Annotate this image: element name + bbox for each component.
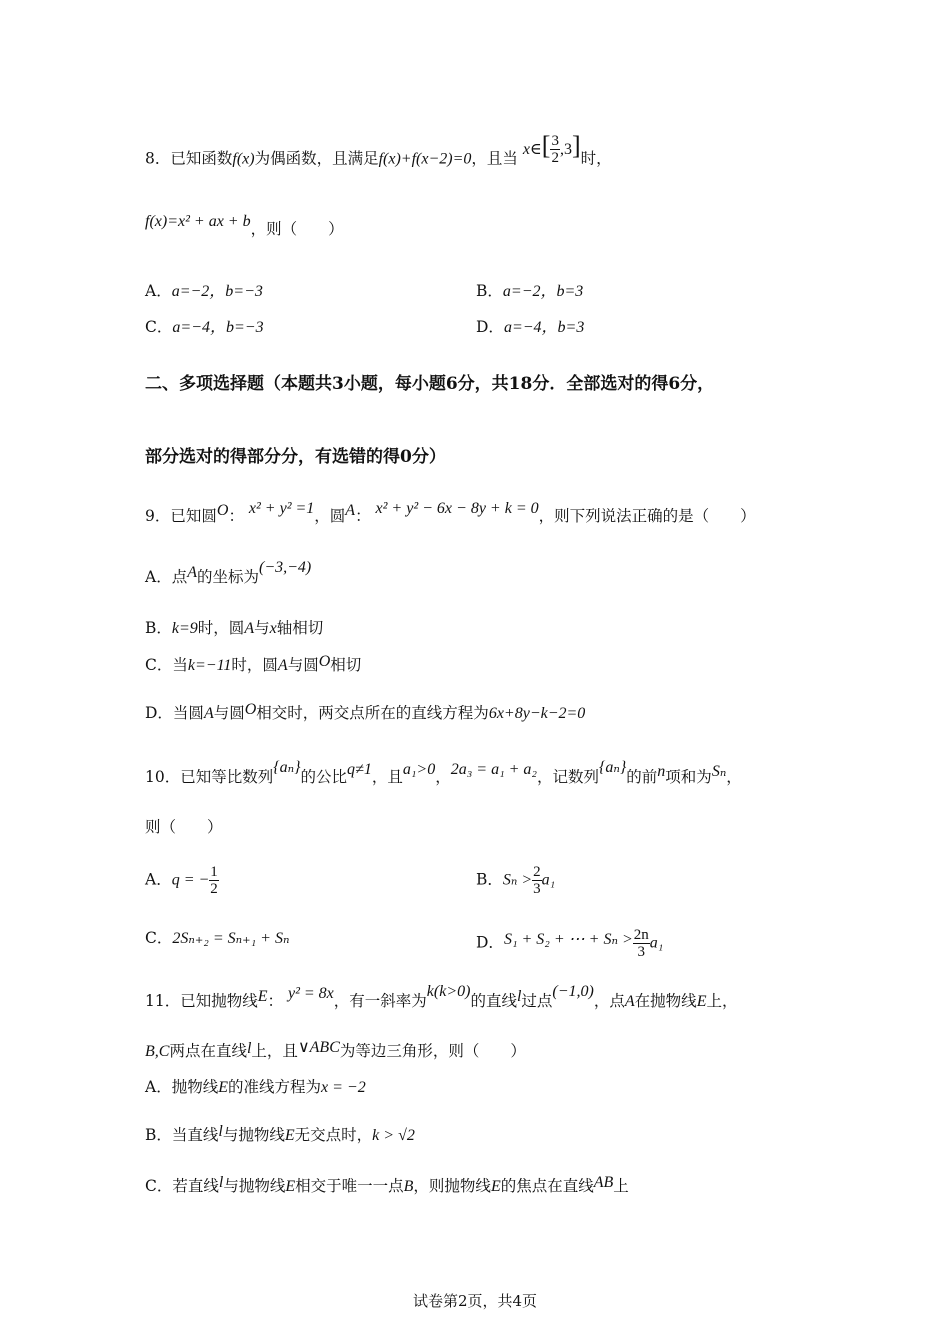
q10-option-c: C．2Sₙ₊₂ = Sₙ₊₁ + Sₙ — [145, 929, 290, 947]
q8-frac-num: 3 — [551, 133, 559, 149]
q8-frac-den: 2 — [551, 150, 559, 166]
q9-circle-a-eq: x² + y² − 6x − 8y + k = 0 — [375, 500, 539, 517]
q8-fx: f(x) — [232, 150, 255, 168]
q8-condition: f(x)+f(x−2)=0 — [378, 150, 472, 168]
q8-then: ，则（ ） — [250, 220, 344, 238]
q8-text: 为偶函数，且满足 — [254, 149, 379, 168]
q10-then: 则（ ） — [145, 818, 223, 836]
q8-stem-line2 — [145, 213, 344, 241]
page-footer: 试卷第2页，共4页 — [412, 1292, 538, 1310]
q8-interval-post: ,3 — [559, 140, 572, 158]
section2-heading-line1: 二、多项选择题（本题共3小题，每小题6分，共18分．全部选对的得6分， — [145, 374, 715, 394]
q8-option-b: B．a=−2，b=3 — [476, 282, 584, 300]
q8-text: 时， — [580, 149, 612, 168]
q11-stem-line2: B,C两点在直线l上，且∨ABC为等边三角形，则（ ） — [145, 1039, 526, 1060]
q10-option-d: D．S₁ + S₂ + ⋯ + Sₙ > $\frac{2n}{3}$ a₁ — [476, 927, 664, 960]
q9-option-c: C．当k=−11时，圆A与圆O相切 — [145, 653, 362, 674]
q8-option-c: C．a=−4，b=−3 — [145, 318, 264, 336]
q9-circle-o-eq: x² + y² =1 — [248, 500, 315, 517]
q11-stem-line1: 11．已知抛物线E： y² = 8x，有一斜率为k(k>0)的直线l过点(−1,0)，点A在抛物线E上， — [145, 983, 738, 1010]
q11-option-b: B．当直线l与抛物线E无交点时，k > √2 — [145, 1123, 415, 1144]
section2-heading-line2: 部分选对的得部分分，有选错的得0分） — [145, 447, 446, 467]
q8-text: ，且当 — [471, 149, 518, 168]
q8-text: 8．已知函数 — [145, 149, 233, 168]
q9-option-a: A．点A的坐标为(−3,−4) — [145, 559, 312, 586]
q9-stem: 9．已知圆O： x² + y² =1，圆A： x² + y² − 6x − 8y + k = 0，则下列说法正确的是（ ） — [145, 500, 756, 525]
q10-stem: 10．已知等比数列{aₙ}的公比q≠1，且a₁>0，2a₃ = a₁ + a₂，记数列{aₙ}的前n项和为Sₙ， — [145, 759, 742, 786]
q8-interval-pre: x∈ — [522, 140, 542, 158]
q8-option-d: D．a=−4，b=3 — [476, 318, 585, 336]
q8-interval: x∈[ $\frac{3}{2}$ ,3] — [522, 130, 581, 166]
q11-option-c: C．若直线l与抛物线E相交于唯一一点B，则抛物线E的焦点在直线AB上 — [145, 1174, 629, 1195]
q11-option-a: A．抛物线E的准线方程为x = −2 — [145, 1078, 366, 1096]
q10-option-a: A．q = − $\frac{1}{2}$ — [145, 864, 218, 897]
q8-stem-line1 — [145, 130, 612, 176]
q9-option-d: D．当圆A与圆O相交时，两交点所在的直线方程为6x+8y−k−2=0 — [145, 701, 586, 722]
q8-option-a: A．a=−2，b=−3 — [145, 282, 263, 300]
q9-option-b: B．k=9时，圆A与x轴相切 — [145, 619, 324, 637]
q8-interval-frac — [550, 133, 560, 166]
q10-option-b: B．Sₙ > $\frac{2}{3}$ a₁ — [476, 864, 556, 897]
q8-function-def: f(x)=x² + ax + b — [145, 213, 251, 230]
